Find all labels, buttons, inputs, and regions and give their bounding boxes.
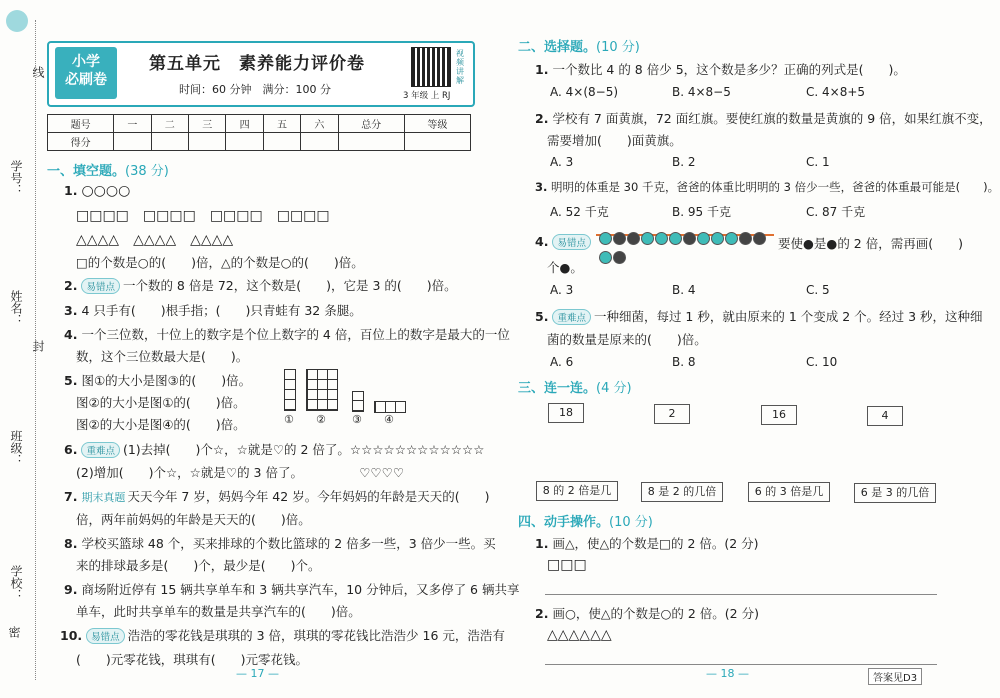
figure-4 bbox=[374, 401, 406, 413]
match-bottom-item[interactable]: 8 是 2 的几倍 bbox=[641, 482, 723, 502]
choice-4: 4. 易错点 bbox=[535, 234, 594, 250]
option-c[interactable]: C. 87 千克 bbox=[806, 205, 866, 219]
operation-1: 1. 画△，使△的个数是□的 2 倍。(2 分) bbox=[535, 536, 759, 551]
answer-line[interactable] bbox=[545, 594, 937, 595]
match-bottom-item[interactable]: 6 的 3 倍是几 bbox=[748, 482, 830, 502]
choice-2-line2: 需要增加( )面黄旗。 bbox=[547, 133, 682, 148]
figure-label: ② bbox=[316, 413, 326, 426]
question-6: 6. 重难点 (1)去掉( )个☆，☆就是♡的 2 倍了。☆☆☆☆☆☆☆☆☆☆☆☆ bbox=[64, 442, 485, 457]
question-5: 5. 图①的大小是图③的( )倍。 bbox=[64, 373, 252, 388]
question-2: 2. 易错点 一个数的 8 倍是 72，这个数是( )，它是 3 的( )倍。 bbox=[64, 278, 457, 293]
figure-label: ① bbox=[284, 413, 294, 426]
option-b[interactable]: B. 4×8−5 bbox=[672, 85, 731, 99]
binding-margin bbox=[0, 0, 48, 698]
choice-4-line2: 个●。 bbox=[547, 260, 583, 275]
match-top-item[interactable]: 18 bbox=[548, 403, 584, 423]
option-b[interactable]: B. 8 bbox=[672, 355, 696, 369]
bead-icon bbox=[753, 232, 766, 245]
option-a[interactable]: A. 6 bbox=[550, 355, 574, 369]
option-a[interactable]: A. 4×(8−5) bbox=[550, 85, 619, 99]
option-a[interactable]: A. 52 千克 bbox=[550, 205, 609, 219]
name-label: 姓名： bbox=[9, 290, 23, 326]
q9-line2: 单车，此时共享单车的数量是共享汽车的( )倍。 bbox=[76, 604, 361, 619]
student-number-label: 学号： bbox=[9, 160, 23, 196]
paper-header bbox=[47, 41, 475, 107]
bead-icon bbox=[599, 232, 612, 245]
line-mark: 线 bbox=[31, 66, 45, 78]
table-row: 得分 bbox=[48, 133, 471, 151]
q5-line3: 图②的大小是图④的( )倍。 bbox=[76, 417, 246, 432]
match-top-item[interactable]: 4 bbox=[867, 406, 903, 426]
section-hands-on: 四、动手操作。(10 分) bbox=[518, 515, 653, 530]
question-1: 1. ○○○○ bbox=[64, 183, 131, 199]
answer-line[interactable] bbox=[545, 664, 937, 665]
q1-triangles: △△△△ △△△△ △△△△ bbox=[76, 232, 234, 248]
bead-icon bbox=[613, 251, 626, 264]
page-number-left: — 17 — bbox=[236, 667, 279, 680]
option-c[interactable]: C. 10 bbox=[806, 355, 838, 369]
match-bottom-item[interactable]: 8 的 2 倍是几 bbox=[536, 481, 618, 501]
figure-1 bbox=[284, 369, 296, 411]
figure-3 bbox=[352, 391, 364, 412]
table-row: 题号 一 二 三 四 五 六 总分 等级 bbox=[48, 115, 471, 133]
bead-icon bbox=[711, 232, 724, 245]
bead-icon bbox=[683, 232, 696, 245]
match-top-item[interactable]: 2 bbox=[654, 404, 690, 424]
cut-line bbox=[35, 20, 36, 680]
option-b[interactable]: B. 2 bbox=[672, 155, 696, 169]
section-matching: 三、连一连。(4 分) bbox=[518, 381, 632, 396]
question-7: 7. 期末真题 天天今年 7 岁，妈妈今年 42 岁。今年妈妈的年龄是天天的( ) bbox=[64, 489, 490, 504]
match-top-item[interactable]: 16 bbox=[761, 405, 797, 425]
page-number-right: — 18 — bbox=[706, 667, 749, 680]
bead-icon bbox=[641, 232, 654, 245]
question-8: 8. 学校买篮球 48 个，买来排球的个数比篮球的 2 倍多一些，3 倍少一些。买 bbox=[64, 536, 496, 551]
bead-icon bbox=[613, 232, 626, 245]
grade-badge: 3 年级 上 RJ bbox=[403, 91, 451, 101]
bead-icon bbox=[739, 232, 752, 245]
operation-1-shapes: □□□ bbox=[547, 557, 587, 573]
figure-2 bbox=[306, 369, 338, 411]
option-a[interactable]: A. 3 bbox=[550, 155, 574, 169]
question-3: 3. 4 只手有( )根手指；( )只青蛙有 32 条腿。 bbox=[64, 303, 362, 318]
question-9: 9. 商场附近停有 15 辆共享单车和 3 辆共享汽车，10 分钟后，又多停了 6 辆共享 bbox=[64, 582, 520, 597]
bead-icon bbox=[669, 232, 682, 245]
school-label: 学校： bbox=[9, 565, 23, 601]
choice-3: 3. 明明的体重是 30 千克，爸爸的体重比明明的 3 倍少一些，爸爸的体重最可能是( )。 bbox=[535, 180, 1000, 194]
match-bottom-item[interactable]: 6 是 3 的几倍 bbox=[854, 483, 936, 503]
brand-logo: 小学 必刷卷 bbox=[55, 47, 117, 99]
seal-mark: 封 bbox=[31, 340, 45, 352]
operation-2: 2. 画○，使△的个数是○的 2 倍。(2 分) bbox=[535, 606, 759, 621]
choice-5-line2: 菌的数量是原来的( )倍。 bbox=[547, 332, 707, 347]
bead-icon bbox=[725, 232, 738, 245]
option-b[interactable]: B. 4 bbox=[672, 283, 696, 297]
question-10: 10. 易错点 浩浩的零花钱是琪琪的 3 倍，琪琪的零花钱比浩浩少 16 元，浩浩有 bbox=[60, 628, 505, 643]
score-table bbox=[47, 114, 471, 151]
q7-line2: 倍，两年前妈妈的年龄是天天的( )倍。 bbox=[76, 512, 311, 527]
q8-line2: 来的排球最多是( )个，最少是( )个。 bbox=[76, 558, 321, 573]
paper-title: 第五单元 素养能力评价卷 bbox=[149, 54, 365, 74]
bead-string bbox=[596, 227, 774, 243]
section-fill-blank: 一、填空题。(38 分) bbox=[47, 164, 169, 179]
option-a[interactable]: A. 3 bbox=[550, 283, 574, 297]
option-c[interactable]: C. 4×8+5 bbox=[806, 85, 866, 99]
option-c[interactable]: C. 1 bbox=[806, 155, 830, 169]
figure-label: ④ bbox=[384, 413, 394, 426]
bead-icon bbox=[655, 232, 668, 245]
option-b[interactable]: B. 95 千克 bbox=[672, 205, 731, 219]
q1-text: □的个数是○的( )倍，△的个数是○的( )倍。 bbox=[76, 255, 364, 270]
bead-icon bbox=[697, 232, 710, 245]
bead-icon bbox=[627, 232, 640, 245]
section-choice: 二、选择题。(10 分) bbox=[518, 40, 640, 55]
q4-text2: 数，这个三位数最大是( )。 bbox=[76, 349, 249, 364]
q5-line2: 图②的大小是图①的( )倍。 bbox=[76, 395, 246, 410]
answer-reference-badge: 答案见D3 bbox=[868, 668, 922, 685]
q6-line2: (2)增加( )个☆，☆就是♡的 3 倍了。 ♡♡♡♡ bbox=[76, 465, 405, 480]
choice-5: 5. 重难点 一种细菌，每过 1 秒，就由原来的 1 个变成 2 个。经过 3 秒，这种细 bbox=[535, 309, 983, 324]
mascot-icon bbox=[6, 10, 28, 32]
choice-1: 1. 一个数比 4 的 8 倍少 5，这个数是多少？正确的列式是( )。 bbox=[535, 62, 906, 77]
q1-squares: □□□□ □□□□ □□□□ □□□□ bbox=[76, 208, 330, 224]
beads bbox=[598, 228, 774, 266]
paper-subtitle: 时间：60 分钟 满分：100 分 bbox=[179, 83, 331, 96]
bead-icon bbox=[599, 251, 612, 264]
option-c[interactable]: C. 5 bbox=[806, 283, 830, 297]
qr-code-icon[interactable] bbox=[411, 47, 451, 87]
operation-2-shapes: △△△△△△ bbox=[547, 627, 612, 643]
choice-4-text: 要使●是●的 2 倍，需再画( ) bbox=[778, 236, 963, 251]
figure-label: ③ bbox=[352, 413, 362, 426]
question-4: 4. 一个三位数，十位上的数字是个位上数字的 4 倍，百位上的数字是最大的一位 bbox=[64, 327, 510, 342]
q10-line2: ( )元零花钱，琪琪有( )元零花钱。 bbox=[76, 652, 309, 667]
qr-caption: 视频讲解 bbox=[456, 49, 464, 85]
class-label: 班级： bbox=[9, 430, 23, 466]
secret-mark: 密 bbox=[7, 626, 21, 638]
choice-2: 2. 学校有 7 面黄旗，72 面红旗。要使红旗的数量是黄旗的 9 倍，如果红旗不变， bbox=[535, 111, 992, 126]
